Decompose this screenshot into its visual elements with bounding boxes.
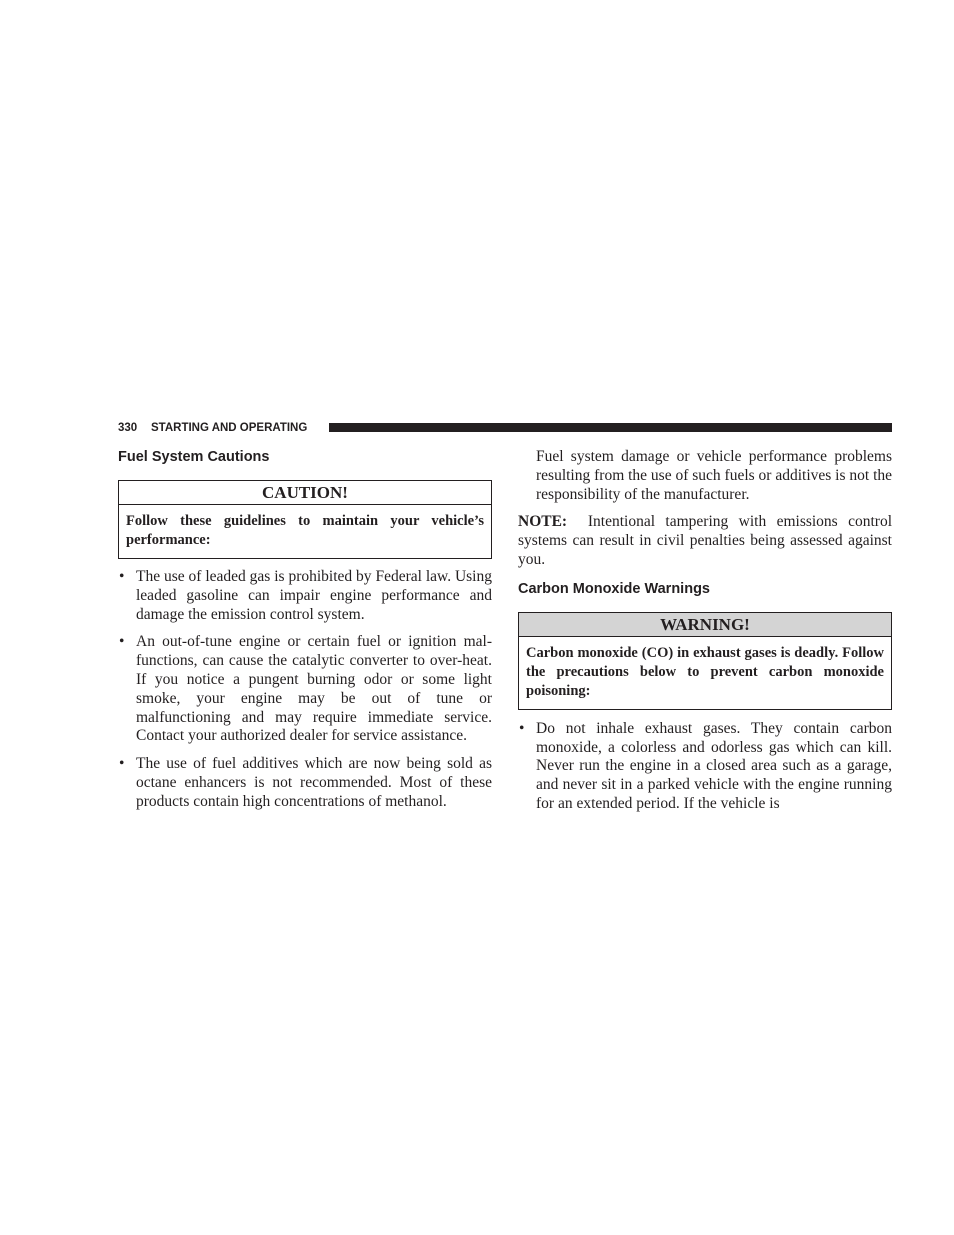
caution-box bbox=[118, 480, 492, 559]
continuation-paragraph: Fuel system damage or vehicle performance problems resulting from the use of such fuels or additives is not the responsibility of the manufacturer. bbox=[536, 448, 893, 503]
right-column bbox=[518, 446, 892, 814]
bullet-icon: • bbox=[119, 568, 125, 585]
header-rule-bar bbox=[329, 423, 892, 432]
list-item: • The use of fuel additives which are now being sold as octane enhancers is not recommended. Most of these products contain high concentrations of methanol. bbox=[119, 755, 492, 810]
fuel-cautions-list bbox=[118, 568, 492, 812]
note-text: Intentional tampering with emissions control systems can result in civil penalties being assessed against you. bbox=[518, 513, 893, 568]
bullet-icon: • bbox=[519, 719, 525, 737]
running-section-title: STARTING AND OPERATING bbox=[151, 422, 308, 434]
carbon-monoxide-heading: Carbon Monoxide Warnings bbox=[518, 580, 710, 597]
warning-body: Carbon monoxide (CO) in exhaust gases is deadly. Follow the precautions below to prevent carbon monoxide poisoning: bbox=[526, 644, 884, 699]
page-number: 330 bbox=[118, 422, 138, 434]
warning-title: WARNING! bbox=[519, 613, 891, 637]
list-item: • The use of leaded gas is prohibited by Federal law. Using leaded gasoline can impair engine performance and damage the emission control system. bbox=[119, 568, 492, 623]
note-paragraph bbox=[518, 513, 892, 569]
page-header bbox=[118, 420, 892, 436]
list-item: • Do not inhale exhaust gases. They contain carbon monoxide, a colorless and odorless gas which can kill. Never run the engine in a closed area such as a garage, and never sit in a parked vehicle with the engine running for an extended period. If the vehicle is bbox=[519, 719, 892, 812]
caution-title: CAUTION! bbox=[119, 481, 491, 505]
carbon-monoxide-list bbox=[518, 720, 892, 814]
left-column bbox=[118, 446, 492, 812]
warning-box bbox=[518, 612, 892, 710]
bullet-icon: • bbox=[119, 633, 125, 651]
note-label: NOTE: bbox=[518, 513, 568, 531]
caution-body: Follow these guidelines to maintain your vehicle’s performance: bbox=[126, 513, 484, 548]
bullet-icon: • bbox=[119, 755, 125, 773]
list-item: • An out-of-tune engine or certain fuel or ignition mal-functions, can cause the catalytic converter to over-heat. If you notice a pungent burning odor or some light smoke, your engine may be out of tune or malfunctioning and may require immediate service. Contact your authorized dealer for service assistance. bbox=[119, 633, 492, 745]
fuel-system-cautions-heading: Fuel System Cautions bbox=[118, 449, 270, 465]
